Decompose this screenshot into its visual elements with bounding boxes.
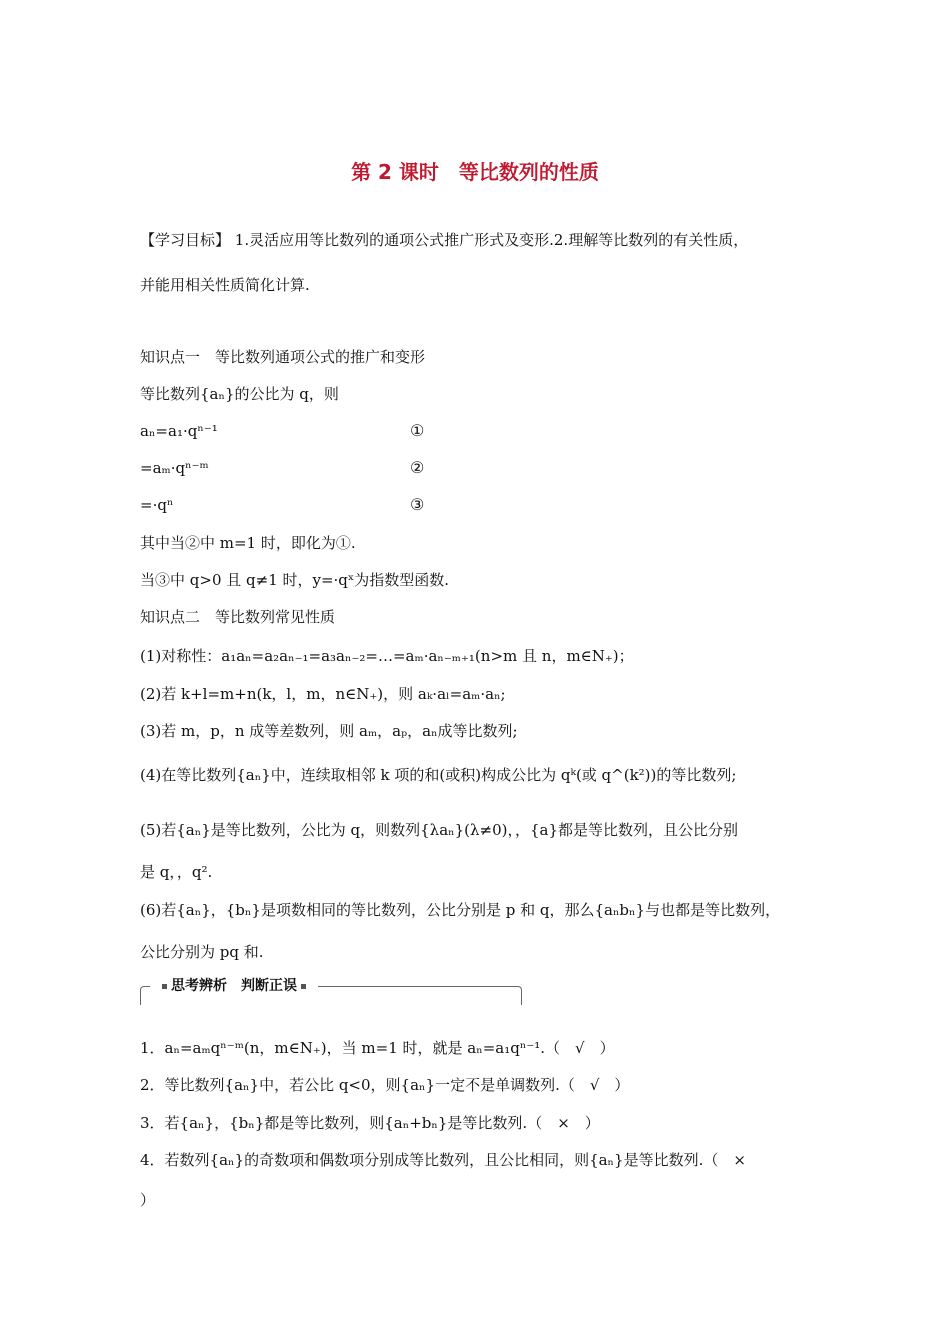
formula-1: aₙ=a₁·qⁿ⁻¹ [140, 422, 218, 440]
kp2-heading: 知识点二 等比数列常见性质 [140, 608, 336, 626]
kp1-heading: 知识点一 等比数列通项公式的推广和变形 [140, 348, 426, 366]
bullet-icon [301, 984, 306, 989]
property-6-line2: 公比分别为 pq 和. [140, 943, 264, 961]
judge-item-4-line2: ） [140, 1191, 156, 1209]
property-1: (1)对称性：a₁aₙ=a₂aₙ₋₁=a₃aₙ₋₂=…=aₘ·aₙ₋ₘ₊₁(n>m 且 n，m∈N₊)； [140, 647, 634, 665]
formula-2: =aₘ·qⁿ⁻ᵐ [140, 459, 209, 477]
judge-item-1: 1．aₙ=aₘqⁿ⁻ᵐ(n，m∈N₊)，当 m=1 时，就是 aₙ=a₁qⁿ⁻¹.（ √ ） [140, 1039, 615, 1057]
formula-3: =·qⁿ [140, 496, 174, 514]
learning-goals-line2: 并能用相关性质简化计算. [140, 276, 310, 294]
property-5-line1: (5)若{aₙ}是等比数列，公比为 q，则数列{λaₙ}(λ≠0)，，{a}都是等比数列，且公比分别 [140, 821, 739, 839]
property-3: (3)若 m，p，n 成等差数列，则 aₘ，aₚ，aₙ成等比数列; [140, 722, 518, 740]
bullet-icon [162, 984, 167, 989]
property-2: (2)若 k+l=m+n(k，l，m，n∈N₊)，则 aₖ·aₗ=aₘ·aₙ; [140, 685, 506, 703]
judge-item-4-line1: 4．若数列{aₙ}的奇数项和偶数项分别成等比数列，且公比相同，则{aₙ}是等比数列.（ × [140, 1151, 746, 1169]
property-5-line2: 是 q，，q². [140, 863, 213, 881]
learning-goals-line1 [140, 230, 748, 250]
property-4: (4)在等比数列{aₙ}中，连续取相邻 k 项的和(或积)构成公比为 qᵏ(或 q^(k²))的等比数列; [140, 766, 737, 784]
marker-2: ② [410, 458, 425, 477]
page-title: 第 2 课时 等比数列的性质 [351, 160, 599, 184]
property-6-line1: (6)若{aₙ}，{bₙ}是项数相同的等比数列，公比分别是 p 和 q，那么{aₙbₙ}与也都是等比数列， [140, 901, 781, 919]
kp1-note-1: 其中当②中 m=1 时，即化为①. [140, 534, 356, 552]
kp1-note-2: 当③中 q>0 且 q≠1 时，y=·qˣ为指数型函数. [140, 571, 450, 589]
marker-3: ③ [410, 495, 425, 514]
judge-label-text: 思考辨析 判断正误 [171, 978, 297, 994]
judge-item-2: 2．等比数列{aₙ}中，若公比 q<0，则{aₙ}一定不是单调数列.（ √ ） [140, 1076, 630, 1094]
kp1-intro: 等比数列{aₙ}的公比为 q，则 [140, 385, 339, 403]
goals-text: 1.灵活应用等比数列的通项公式推广形式及变形.2.理解等比数列的有关性质， [234, 231, 749, 249]
marker-1: ① [410, 421, 425, 440]
judge-item-3: 3．若{aₙ}，{bₙ}都是等比数列，则{aₙ+bₙ}是等比数列.（ × ） [140, 1114, 600, 1132]
goals-label: 【学习目标】 [140, 231, 231, 249]
judge-section-label [150, 976, 318, 996]
